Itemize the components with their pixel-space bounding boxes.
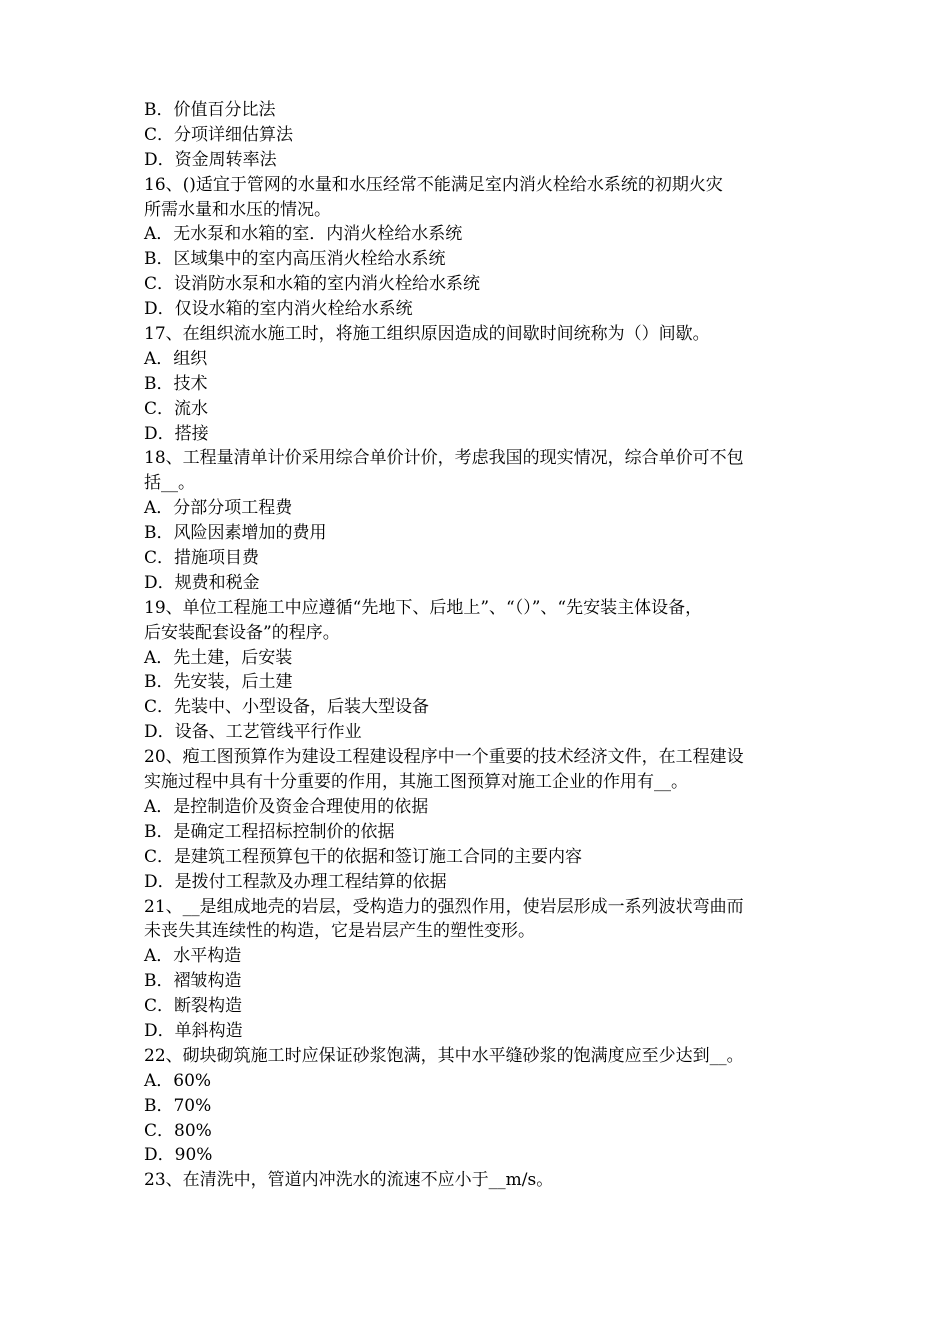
text-line: 未丧失其连续性的构造，它是岩层产生的塑性变形。 <box>144 921 535 942</box>
text-line: 22、砌块砌筑施工时应保证砂浆饱满，其中水平缝砂浆的饱满度应至少达到__。 <box>144 1045 744 1066</box>
text-line: C．设消防水泵和水箱的室内消火栓给水系统 <box>144 274 481 295</box>
text-line: D．资金周转率法 <box>144 149 277 170</box>
text-line: 实施过程中具有十分重要的作用，其施工图预算对施工企业的作用有__。 <box>144 772 688 793</box>
text-line: D．设备、工艺管线平行作业 <box>144 722 362 743</box>
text-line: A．60% <box>144 1070 212 1091</box>
text-line: 23、在清洗中，管道内冲洗水的流速不应小于__m/s。 <box>144 1170 554 1191</box>
text-line: A．分部分项工程费 <box>144 498 293 519</box>
text-line: C．措施项目费 <box>144 548 260 569</box>
text-line: C．先装中、小型设备，后装大型设备 <box>144 697 430 718</box>
text-line: D．是拨付工程款及办理工程结算的依据 <box>144 871 447 892</box>
text-line: 括__。 <box>144 473 195 494</box>
text-line: 16、()适宜于管网的水量和水压经常不能满足室内消火栓给水系统的初期火灾 <box>144 174 723 195</box>
text-line: D．仅设水箱的室内消火栓给水系统 <box>144 299 413 320</box>
text-line: 所需水量和水压的情况。 <box>144 199 331 220</box>
text-line: A．先土建，后安装 <box>144 647 293 668</box>
text-line: C．分项详细估算法 <box>144 124 294 145</box>
text-line: 19、单位工程施工中应遵循“先地下、后地上”、“（）”、“先安装主体设备， <box>144 597 703 618</box>
text-line: B．区域集中的室内高压消火栓给水系统 <box>144 249 446 270</box>
text-line: C．流水 <box>144 398 209 419</box>
text-line: A．是控制造价及资金合理使用的依据 <box>144 796 429 817</box>
text-line: 21、__是组成地壳的岩层，受构造力的强烈作用，使岩层形成一系列波状弯曲而 <box>144 896 744 917</box>
text-line: C．80% <box>144 1120 212 1141</box>
text-line: A．组织 <box>144 348 208 369</box>
document-body <box>144 98 814 1193</box>
text-line: B．技术 <box>144 373 208 394</box>
text-line: D．90% <box>144 1145 213 1166</box>
text-line: C．断裂构造 <box>144 996 243 1017</box>
text-line: B．是确定工程招标控制价的依据 <box>144 821 395 842</box>
text-line: B．价值百分比法 <box>144 100 276 120</box>
text-line: B．风险因素增加的费用 <box>144 523 327 544</box>
text-line: 后安装配套设备”的程序。 <box>144 622 340 643</box>
text-line: A．水平构造 <box>144 946 242 967</box>
text-line: 18、工程量清单计价采用综合单价计价，考虑我国的现实情况，综合单价可不包 <box>144 448 744 469</box>
text-line: D．规费和税金 <box>144 572 260 593</box>
text-line: C．是建筑工程预算包干的依据和签订施工合同的主要内容 <box>144 846 583 867</box>
text-line: D．搭接 <box>144 423 209 444</box>
text-line: 17、在组织流水施工时，将施工组织原因造成的间歇时间统称为（）间歇。 <box>144 324 710 345</box>
text-line: A．无水泵和水箱的室．内消火栓给水系统 <box>144 224 463 245</box>
text-line: 20、疱工图预算作为建设工程建设程序中一个重要的技术经济文件，在工程建设 <box>144 747 744 768</box>
text-line: B．先安装，后土建 <box>144 672 293 693</box>
text-line: B．褶皱构造 <box>144 971 242 992</box>
text-line: B．70% <box>144 1095 212 1116</box>
text-line: D．单斜构造 <box>144 1020 243 1041</box>
